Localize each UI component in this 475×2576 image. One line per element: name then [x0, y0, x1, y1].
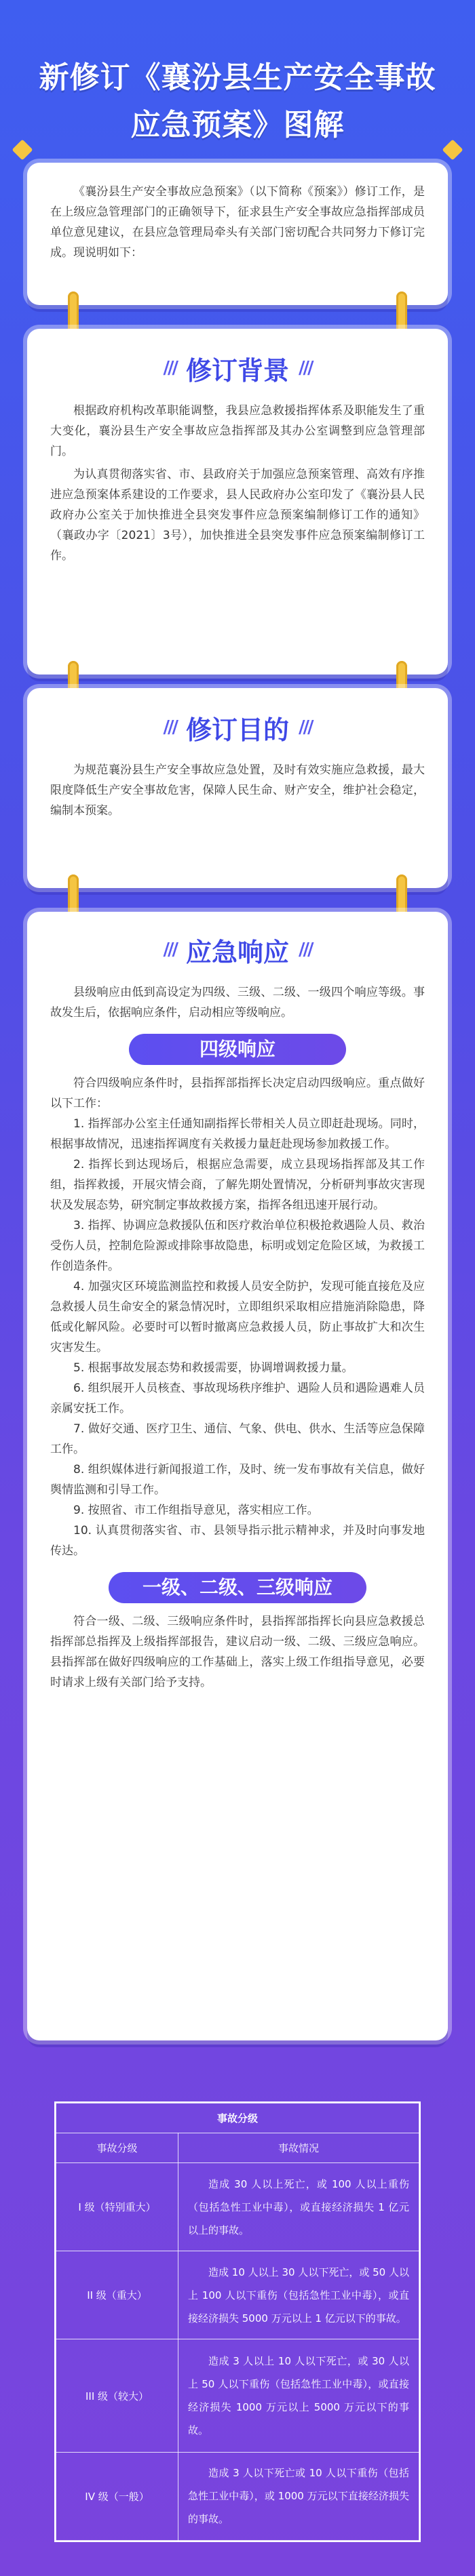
level4-item: 3. 指挥、协调应急救援队伍和医疗救治单位积极抢救遇险人员、救治受伤人员，控制危险源或排除事故隐患，标明或划定危险区域，为救援工作创造条件。 — [50, 1219, 425, 1273]
section-header — [50, 929, 425, 970]
level4-item: 8. 组织媒体进行新闻报道工作，及时、统一发布事故有关信息，做好舆情监测和引导工作。 — [50, 1463, 425, 1497]
level4-item: 2. 指挥长到达现场后，根据应急需要，成立县现场指挥部及其工作组，指挥救援，开展灾情会商，了解先期处置情况，分析研判事故灾害现状及发展态势，研究制定事故救援方案，指挥各组迅速开展行动。 — [50, 1158, 425, 1212]
purpose-card — [27, 688, 448, 888]
table-cell-desc: 造成 10 人以上 30 人以下死亡，或 50 人以上 100 人以下重伤（包括急性工业中毒），或直接经济损失 5000 万元以上 1 亿元以下的事故。 — [178, 2251, 419, 2339]
background-paragraph: 根据政府机构改革职能调整，我县应急救援指挥体系及职能发生了重大变化，襄汾县生产安全事故应急指挥部及其办公室调整到应急管理部门。 — [50, 404, 425, 458]
background-paragraph: 为认真贯彻落实省、市、县政府关于加强应急预案管理、高效有序推进应急预案体系建设的工作要求，县人民政府办公室印发了《襄汾县人民政府办公室关于加快推进全县突发事件应急预案编制修订工作的通知》（襄政办字〔2021〕3号），加快推进全县突发事件应急预案编制修订工作。 — [50, 468, 425, 563]
response-heading: 应急响应 — [185, 937, 289, 967]
slash-decor-icon: /// — [163, 940, 176, 960]
table-col-header: 事故情况 — [178, 2133, 419, 2163]
table-cell-desc: 造成 3 人以上 10 人以下死亡，或 30 人以上 50 人以下重伤（包括急性工业中毒），或直接经济损失 1000 万元以上 5000 万元以下的事故。 — [178, 2339, 419, 2452]
table-row — [56, 2163, 419, 2251]
table-cell-desc: 造成 3 人以下死亡或 10 人以下重伤（包括急性工业中毒），或 1000 万元以下直接经济损失的事故。 — [178, 2452, 419, 2540]
slash-decor-icon: /// — [299, 940, 312, 960]
level4-item: 6. 组织展开人员核查、事故现场秩序维护、遇险人员和遇险遇难人员亲属安抚工作。 — [50, 1382, 425, 1415]
level4-item: 7. 做好交通、医疗卫生、通信、气象、供电、供水、生活等应急保障工作。 — [50, 1422, 425, 1456]
table-row — [56, 2452, 419, 2540]
grading-table — [54, 2101, 421, 2542]
table-row — [56, 2251, 419, 2339]
level123-pill: 一级、二级、三级响应 — [109, 1572, 366, 1603]
slash-decor-icon: /// — [299, 717, 312, 738]
page-title-line2: 应急预案》图解 — [130, 108, 345, 142]
level4-item: 4. 加强灾区环境监测监控和救援人员安全防护，发现可能直接危及应急救援人员生命安全的紧急情况时，立即组织采取相应措施消除隐患，降低或化解风险。必要时可以暂时撤离应急救援人员，防止事故扩大和次生灾害发生。 — [50, 1280, 425, 1354]
table-cell-level: III 级（较大） — [56, 2339, 178, 2452]
background-card — [27, 329, 448, 675]
page-title-line1: 新修订《襄汾县生产安全事故 — [39, 60, 436, 95]
purpose-heading: 修订目的 — [185, 715, 289, 745]
table-caption: 事故分级 — [56, 2104, 419, 2133]
response-intro: 县级响应由低到高设定为四级、三级、二级、一级四个响应等级。事故发生后，依据响应条件，启动相应等级响应。 — [50, 986, 425, 1020]
level4-item: 10. 认真贯彻落实省、市、县领导指示批示精神求，并及时向事发地传达。 — [50, 1524, 425, 1558]
table-cell-desc: 造成 30 人以上死亡，或 100 人以上重伤（包括急性工业中毒），或直接经济损失 1 亿元以上的事故。 — [178, 2163, 419, 2251]
intro-text: 《襄汾县生产安全事故应急预案》（以下简称《预案》）修订工作，是在上级应急管理部门的正确领导下，征求县生产安全事故应急指挥部成员单位意见建议，在县应急管理局牵头有关部门密切配合共同努力下修订完成。现说明如下： — [50, 185, 425, 260]
level4-item: 5. 根据事故发展态势和救援需要，协调增调救援力量。 — [73, 1361, 354, 1375]
table-row — [56, 2339, 419, 2452]
purpose-paragraph: 为规范襄汾县生产安全事故应急处置，及时有效实施应急救援，最大限度降低生产安全事故危害，保障人民生命、财产安全，维护社会稳定，编制本预案。 — [50, 763, 425, 818]
slash-decor-icon: /// — [163, 717, 176, 738]
page-title — [0, 54, 475, 149]
slash-decor-icon: /// — [163, 358, 176, 378]
background-heading: 修订背景 — [185, 355, 289, 386]
level123-text: 符合一级、二级、三级响应条件时，县指挥部指挥长向县应急救援总指挥部总指挥及上级指挥部报告，建议启动一级、二级、三级应急响应。县指挥部在做好四级响应的工作基础上，落实上级工作组指导意见，必要时请求上级有关部门给予支持。 — [50, 1615, 425, 1689]
response-card — [27, 912, 448, 2040]
level4-intro: 符合四级响应条件时，县指挥部指挥长决定启动四级响应。重点做好以下工作： — [50, 1076, 425, 1110]
level4-pill: 四级响应 — [129, 1034, 346, 1065]
table-cell-level: I 级（特别重大） — [56, 2163, 178, 2251]
slash-decor-icon: /// — [299, 358, 312, 378]
level4-item: 1. 指挥部办公室主任通知副指挥长带相关人员立即赶赴现场。同时，根据事故情况，迅速指挥调度有关救援力量赶赴现场参加救援工作。 — [50, 1117, 425, 1151]
table-cell-level: II 级（重大） — [56, 2251, 178, 2339]
table-cell-level: IV 级（一般） — [56, 2452, 178, 2540]
table-col-header: 事故分级 — [56, 2133, 178, 2163]
section-header — [50, 348, 425, 388]
intro-card — [27, 163, 448, 305]
level4-item: 9. 按照省、市工作组指导意见，落实相应工作。 — [73, 1504, 319, 1517]
section-header — [50, 707, 425, 748]
